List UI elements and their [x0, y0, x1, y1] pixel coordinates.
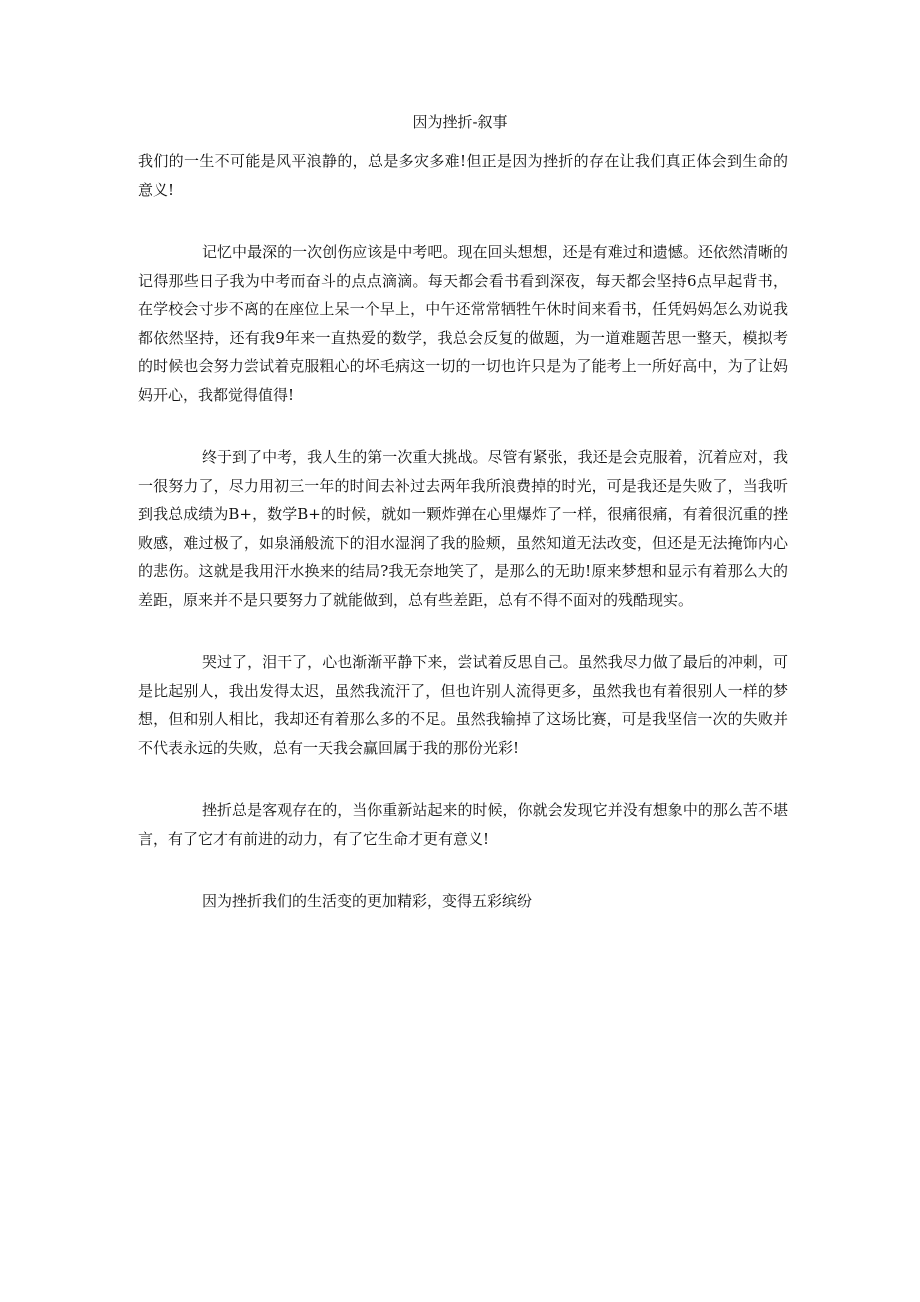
paragraph-reflection: 哭过了，泪干了，心也渐渐平静下来，尝试着反思自己。虽然我尽力做了最后的冲刺，可是比起别人，我出发得太迟，虽然我流汗了，但也许别人流得更多，虽然我也有着很别人一样的梦想，但和别人相比，我却还有着那么多的不足。虽然我输掉了这场比赛，可是我坚信一次的失败并不代表永远的失败，总有一天我会赢回属于我的那份光彩!: [138, 653, 788, 757]
document-body: [138, 147, 788, 950]
paragraph-exam: 终于到了中考，我人生的第一次重大挑战。尽管有紧张，我还是会克服着，沉着应对，我一很努力了，尽力用初三一年的时间去补过去两年我所浪费掉的时光，可是我还是失败了，当我听到我总成绩为B+，数学B+的时候，就如一颗炸弹在心里爆炸了一样，很痛很痛，有着很沉重的挫败感，难过极了，如泉涌般流下的泪水湿润了我的脸颊，虽然知道无法改变，但还是无法掩饰内心的悲伤。这就是我用汗水换来的结局?我无奈地笑了，是那么的无助!原来梦想和显示有着那么大的差距，原来并不是只要努力了就能做到，总有些差距，总有不得不面对的残酷现实。: [138, 448, 788, 609]
paragraph-setback: 挫折总是客观存在的，当你重新站起来的时候，你就会发现它并没有想象中的那么苦不堪言，有了它才有前进的动力，有了它生命才更有意义!: [138, 801, 788, 848]
paragraph-intro: 我们的一生不可能是风平浪静的，总是多灾多难!但正是因为挫折的存在让我们真正体会到生命的意义!: [138, 152, 788, 199]
paragraph-conclusion: 因为挫折我们的生活变的更加精彩，变得五彩缤纷: [202, 892, 533, 910]
paragraph-memory: 记忆中最深的一次创伤应该是中考吧。现在回头想想，还是有难过和遗憾。还依然清晰的记得那些日子我为中考而奋斗的点点滴滴。每天都会看书看到深夜，每天都会坚持6点早起背书，在学校会寸步不离的在座位上呆一个早上，中午还常常牺牲午休时间来看书，任凭妈妈怎么劝说我都依然坚持，还有我9年来一直热爱的数学，我总会反复的做题，为一道难题苦思一整天，模拟考的时候也会努力尝试着克服粗心的坏毛病这一切的一切也许只是为了能考上一所好高中，为了让妈妈开心，我都觉得值得!: [138, 243, 788, 404]
document-title: 因为挫折-叙事: [412, 113, 508, 131]
